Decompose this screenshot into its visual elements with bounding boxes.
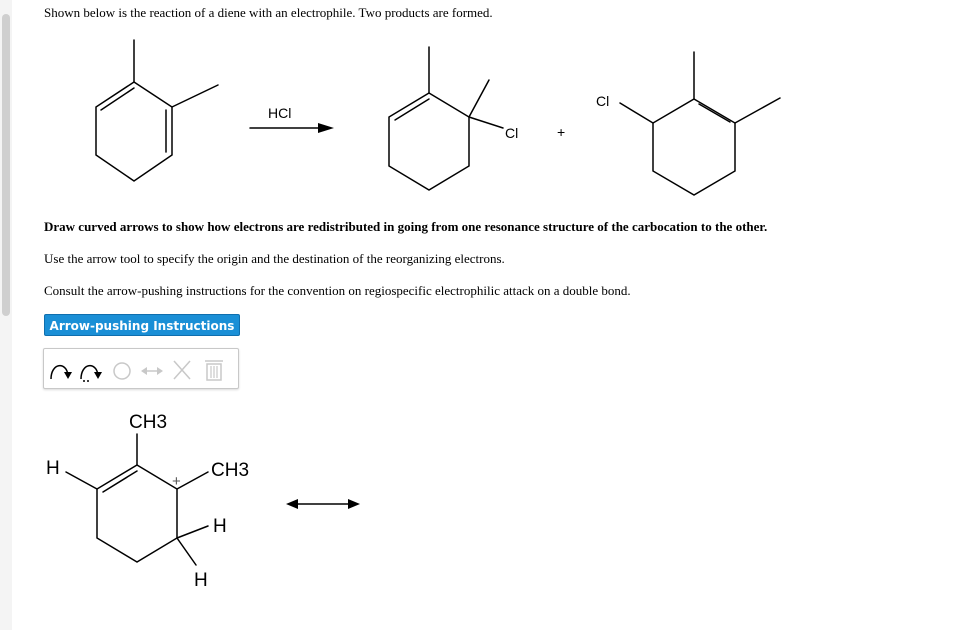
ch3-right-label: CH3 [211, 460, 250, 481]
lone-pair-arrow-tool[interactable] [76, 355, 104, 383]
lone-pair-arrow-icon [76, 355, 104, 383]
instruction-3: Consult the arrow-pushing instructions for the convention on regiospecific electrophilic attack on a double bond. [44, 283, 631, 298]
product1-cl-label: Cl [505, 125, 519, 141]
clear-tool[interactable] [200, 355, 228, 383]
product-1 [389, 47, 503, 190]
ch3-top-text: CH3 [129, 412, 168, 433]
instruction-2: Use the arrow tool to specify the origin and the destination of the reorganizing electrons. [44, 251, 505, 266]
reactant-diene [96, 40, 218, 181]
h-bottom-label: H [194, 570, 208, 591]
trash-icon [200, 355, 228, 383]
delete-tool[interactable] [168, 355, 196, 383]
reagent-label: HCl [268, 105, 292, 121]
resonance-arrow [286, 499, 360, 509]
product-2 [620, 52, 780, 195]
bond-ch3-right [177, 472, 208, 489]
ch3-top-label [129, 412, 167, 433]
bond-h-right [177, 526, 208, 538]
reaction-arrow [250, 123, 334, 133]
carbocation-charge: + [172, 473, 181, 490]
ring-tool[interactable] [108, 355, 136, 383]
h-right-label: H [213, 516, 227, 537]
product2-cl-label: Cl [596, 93, 610, 109]
h-left-label: H [46, 458, 60, 479]
resonance-arrow-tool[interactable] [138, 355, 166, 383]
ring-icon [108, 355, 136, 383]
curved-arrow-icon [46, 355, 74, 383]
x-icon [168, 355, 196, 383]
arrow-toolbar [43, 348, 239, 389]
plus-sign: + [557, 124, 566, 140]
bond-h-left [66, 472, 97, 489]
carbocation-canvas[interactable] [0, 390, 964, 630]
curved-arrow-tool[interactable] [46, 355, 74, 383]
carbocation-ring [97, 465, 177, 562]
bond-h-bottom [177, 538, 196, 565]
intro-text: Shown below is the reaction of a diene with an electrophile. Two products are formed. [44, 5, 493, 20]
reaction-scheme [0, 0, 964, 210]
arrow-pushing-instructions-button[interactable]: Arrow-pushing Instructions [44, 314, 240, 336]
double-arrow-icon [138, 355, 166, 383]
instruction-bold: Draw curved arrows to show how electrons are redistributed in going from one resonance structure of the carbocation to the other. [44, 219, 768, 234]
